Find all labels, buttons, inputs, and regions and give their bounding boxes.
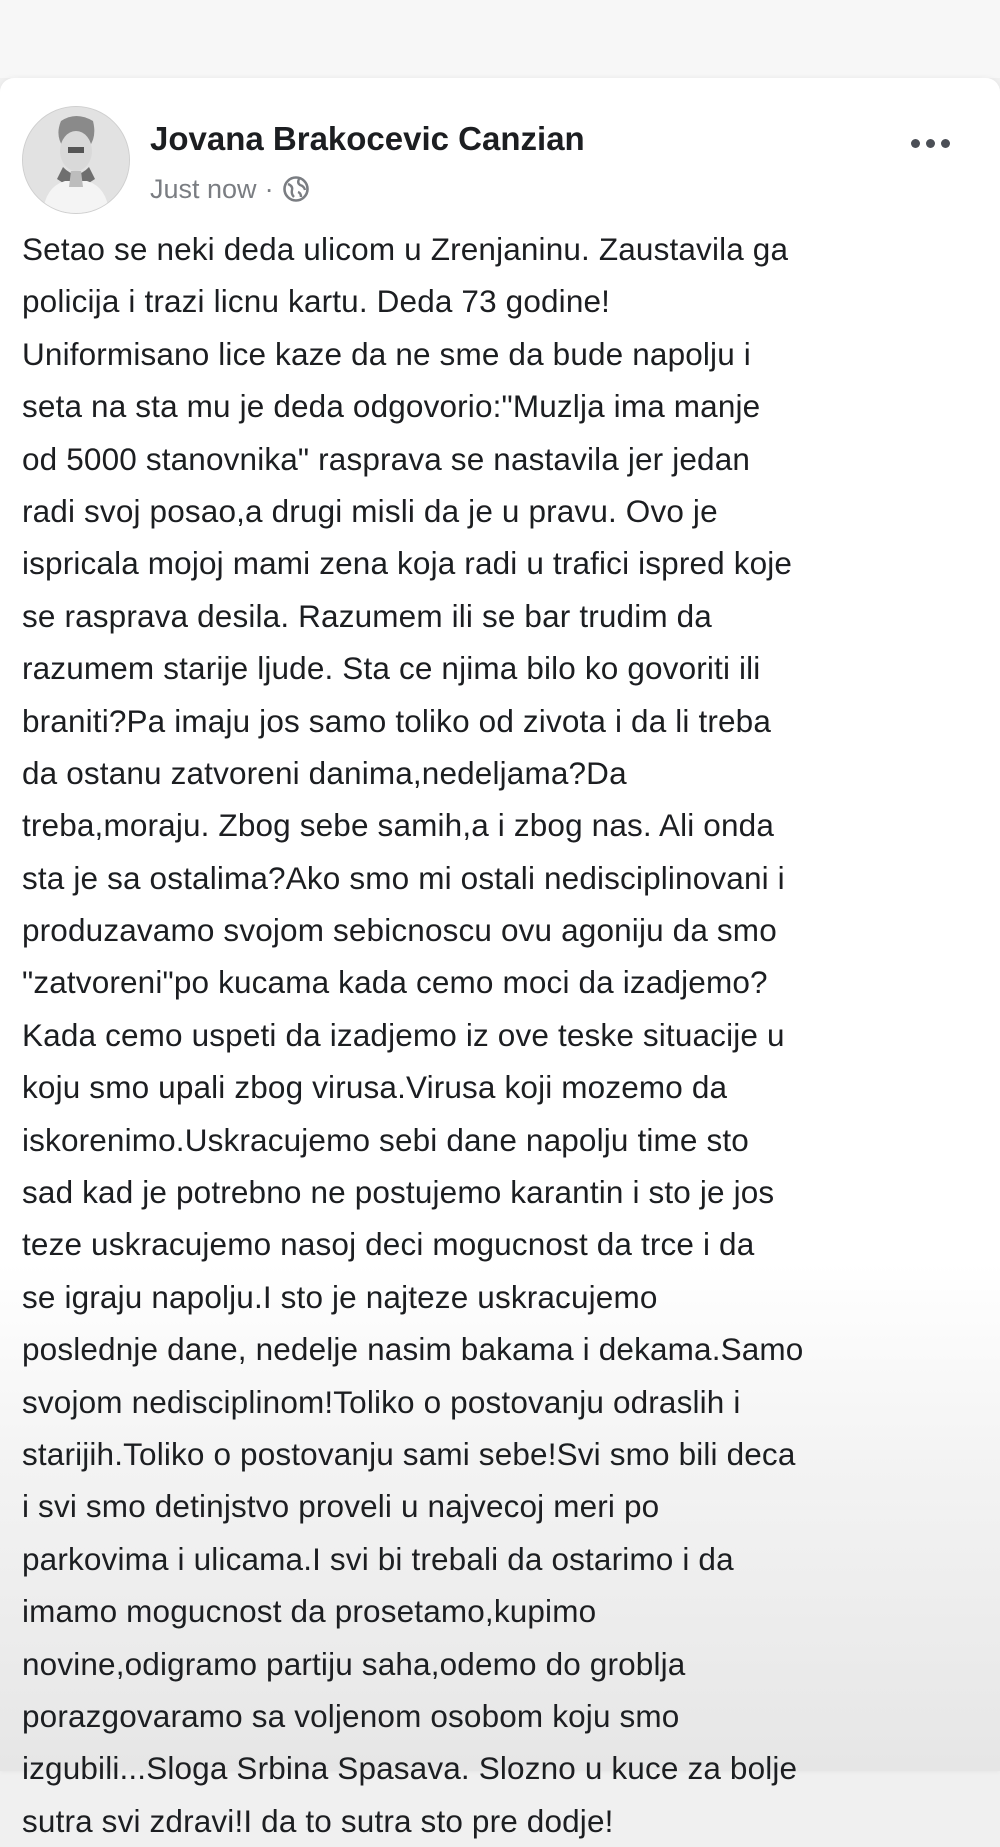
- post-text-line: "zatvoreni"po kucama kada cemo moci da izadjemo?: [22, 964, 768, 1001]
- post-text-line: se rasprava desila. Razumem ili se bar trudim da: [22, 597, 712, 634]
- more-dot: [941, 139, 950, 148]
- post-text-line: sad kad je potrebno ne postujemo karantin i sto je jos: [22, 1174, 775, 1211]
- more-options-icon[interactable]: [902, 128, 958, 158]
- post-text-line: razumem starije ljude. Sta ce njima bilo ko govoriti ili: [22, 650, 761, 687]
- post-text-line: sutra svi zdravi!I da to sutra sto pre dodje!: [22, 1802, 614, 1839]
- post-text-line: izgubili...Sloga Srbina Spasava. Slozno u kuce za bolje: [22, 1750, 798, 1787]
- post-text-line: teze uskracujemo nasoj deci mogucnost da trce i da: [22, 1226, 755, 1263]
- post-text-line: poslednje dane, nedelje nasim bakama i dekama.Samo: [22, 1331, 804, 1368]
- post-text-line: produzavamo svojom sebicnoscu ovu agoniju da smo: [22, 912, 777, 949]
- more-dot: [926, 139, 935, 148]
- post-text-line: sta je sa ostalima?Ako smo mi ostali nedisciplinovani i: [22, 859, 785, 896]
- post-text-line: ispricala mojoj mami zena koja radi u trafici ispred koje: [22, 545, 793, 582]
- post-header: [22, 106, 972, 206]
- post-timestamp[interactable]: Just now: [150, 173, 257, 204]
- post-text-line: treba,moraju. Zbog sebe samih,a i zbog nas. Ali onda: [22, 807, 774, 844]
- post-text-line: porazgovaramo sa voljenom osobom koju smo: [22, 1697, 680, 1734]
- post-text-line: braniti?Pa imaju jos samo toliko od zivota i da li treba: [22, 702, 772, 739]
- author-name[interactable]: Jovana Brakocevic Canzian: [150, 120, 585, 157]
- post-text-line: svojom nedisciplinom!Toliko o postovanju odraslih i: [22, 1383, 741, 1420]
- post-text-line: novine,odigramo partiju saha,odemo do groblja: [22, 1645, 686, 1682]
- post-text-line: starijih.Toliko o postovanju sami sebe!Svi smo bili deca: [22, 1435, 796, 1472]
- post-text-line: seta na sta mu je deda odgovorio:"Muzlja ima manje: [22, 388, 761, 425]
- post-text-line: da ostanu zatvoreni danima,nedeljama?Da: [22, 754, 627, 791]
- more-dot: [911, 139, 920, 148]
- globe-icon[interactable]: [282, 175, 310, 203]
- post-text-line: imamo mogucnost da prosetamo,kupimo: [22, 1593, 597, 1630]
- post-card: [0, 78, 1000, 1839]
- meta-separator: ·: [264, 173, 274, 204]
- post-text-line: od 5000 stanovnika" rasprava se nastavila jer jedan: [22, 440, 751, 477]
- post-text-line: Setao se neki deda ulicom u Zrenjaninu. Zaustavila ga: [22, 231, 789, 267]
- avatar[interactable]: [22, 106, 130, 214]
- post-text-line: Kada cemo uspeti da izadjemo iz ove teske situacije u: [22, 1016, 785, 1053]
- post-text-line: Uniformisano lice kaze da ne sme da bude napolju i: [22, 335, 751, 372]
- post-text-line: se igraju napolju.I sto je najteze uskracujemo: [22, 1278, 658, 1315]
- post-meta: [150, 172, 310, 206]
- post-text-line: koju smo upali zbog virusa.Virusa koji mozemo da: [22, 1069, 728, 1106]
- post-text-line: i svi smo detinjstvo proveli u najvecoj meri po: [22, 1488, 660, 1525]
- avatar-photo: [23, 107, 129, 213]
- post-text-line: policija i trazi licnu kartu. Deda 73 godine!: [22, 283, 611, 320]
- post-text-line: parkovima i ulicama.I svi bi trebali da ostarimo i da: [22, 1540, 734, 1577]
- post-text-line: iskorenimo.Uskracujemo sebi dane napolju time sto: [22, 1121, 749, 1158]
- top-strip: [0, 0, 1000, 78]
- post-text: [22, 223, 972, 1847]
- post-text-line: radi svoj posao,a drugi misli da je u pravu. Ovo je: [22, 492, 718, 529]
